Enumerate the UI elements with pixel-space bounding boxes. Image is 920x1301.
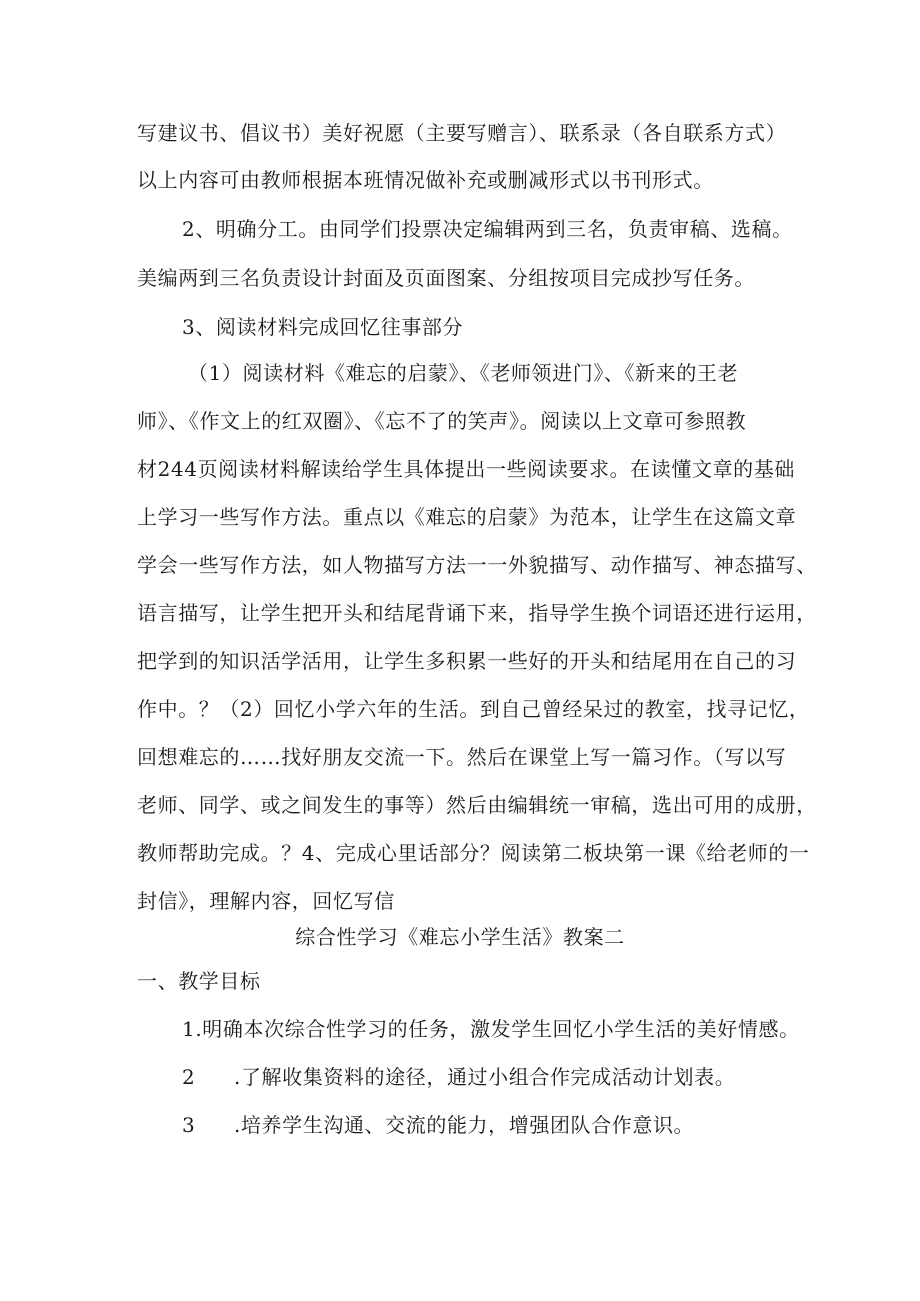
paragraph-line: 回想难忘的……找好朋友交流一下。然后在课堂上写一篇习作。（写以写 xyxy=(137,745,787,769)
paragraph-line: 2、明确分工。由同学们投票决定编辑两到三名，负责审稿、选稿。 xyxy=(182,217,793,241)
goal-number: 2 xyxy=(182,1065,196,1089)
goal-item xyxy=(182,1014,800,1044)
paragraph-line: 上学习一些写作方法。重点以《难忘的启蒙》为范本，让学生在这篇文章 xyxy=(137,505,797,529)
goal-text: .明确本次综合性学习的任务，激发学生回忆小学生活的美好情感。 xyxy=(195,1017,800,1041)
paragraph-line: 美编两到三名负责设计封面及页面图案、分组按项目完成抄写任务。 xyxy=(137,266,755,290)
paragraph-line: 材244页阅读材料解读给学生具体提出一些阅读要求。在读懂文章的基础 xyxy=(137,457,795,481)
goal-text: .培养学生沟通、交流的能力，增强团队合作意识。 xyxy=(234,1113,695,1137)
paragraph-line: 师》、《作文上的红双圈》、《忘不了的笑声》。阅读以上文章可参照教 xyxy=(137,409,747,433)
paragraph-line: 教师帮助完成。？4、完成心里话部分？阅读第二板块第一课《给老师的一 xyxy=(137,841,810,865)
section-heading: 一、教学目标 xyxy=(137,969,261,993)
goal-text: .了解收集资料的途径，通过小组合作完成活动计划表。 xyxy=(234,1065,736,1089)
section-title: 综合性学习《难忘小学生活》教案二 xyxy=(295,925,625,949)
paragraph-line: 3、阅读材料完成回忆往事部分 xyxy=(182,315,464,339)
paragraph-line: 语言描写，让学生把开头和结尾背诵下来，指导学生换个词语还进行运用， xyxy=(137,601,817,625)
paragraph-line: 作中。？（2）回忆小学六年的生活。到自己曾经呆过的教室，找寻记忆， xyxy=(137,697,810,721)
goal-number: 1 xyxy=(182,1017,196,1041)
paragraph-line: 老师、同学、或之间发生的事等）然后由编辑统一审稿，选出可用的成册， xyxy=(137,793,817,817)
paragraph-line: 写建议书、倡议书）美好祝愿（主要写赠言）、联系录（各自联系方式） xyxy=(137,121,787,145)
goal-number: 3 xyxy=(182,1113,196,1137)
goal-item xyxy=(182,1110,694,1140)
paragraph-line: （1）阅读材料《难忘的启蒙》、《老师领进门》、《新来的王老 xyxy=(188,361,739,385)
paragraph-line: 把学到的知识活学活用，让学生多积累一些好的开头和结尾用在自己的习 xyxy=(137,649,797,673)
paragraph-line: 以上内容可由教师根据本班情况做补充或删减形式以书刊形式。 xyxy=(137,168,714,192)
paragraph-line: 封信》，理解内容，回忆写信 xyxy=(137,889,395,913)
goal-item xyxy=(182,1062,735,1092)
paragraph-line: 学会一些写作方法，如人物描写方法一一外貌描写、动作描写、神态描写、 xyxy=(137,553,817,577)
